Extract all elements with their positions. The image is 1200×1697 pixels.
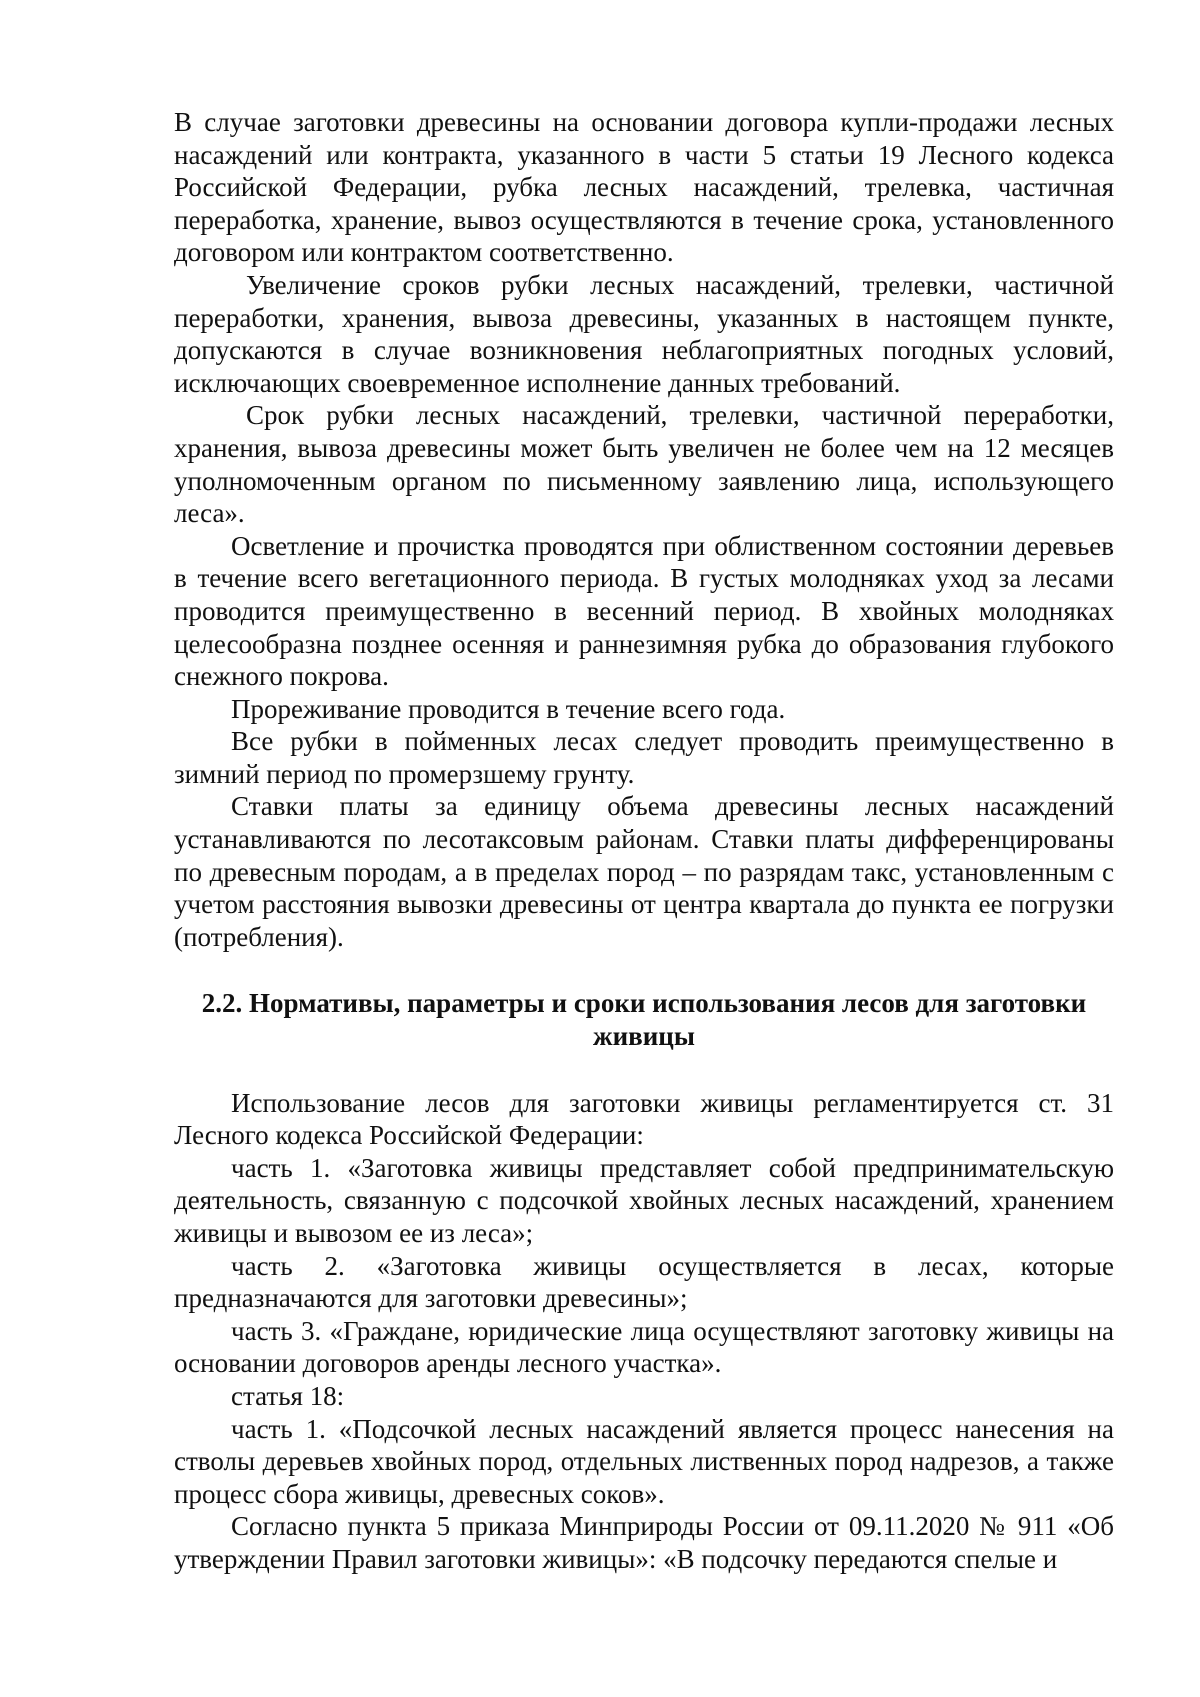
- paragraph-part-1: часть 1. «Заготовка живицы представляет собой предпринимательскую деятельность, связанную с подсочкой хвойных лесных насаждений, хранением живицы и вывозом ее из леса»;: [174, 1152, 1114, 1248]
- paragraph-thinning-cleaning: Осветление и прочистка проводятся при облиственном состоянии деревьев в течение всего вегетационного периода. В густых молодняках уход за лесами проводится преимущественно в весенний период. В хвойных молодняках целесообразна позднее осенняя и раннезимняя рубка до образования глубокого снежного покрова.: [174, 530, 1114, 692]
- paragraph-order-911: Согласно пункта 5 приказа Минприроды России от 09.11.2020 № 911 «Об утверждении Правил заготовки живицы»: «В подсочку передаются спелые и: [174, 1511, 1114, 1574]
- section-heading: 2.2. Нормативы, параметры и сроки использования лесов для заготовки живицы: [201, 988, 1087, 1052]
- paragraph-payment-rates: Ставки платы за единицу объема древесины лесных насаждений устанавливаются по лесотаксовым районам. Ставки платы дифференцированы по древесным породам, а в пределах пород – по разрядам такс, установленным с учетом расстояния вывозки древесины от центра квартала до пункта ее погрузки (потребления).: [174, 791, 1114, 952]
- paragraph-thinning-year: Прореживание проводится в течение всего года.: [231, 693, 786, 724]
- paragraph-part-2: часть 2. «Заготовка живицы осуществляется в лесах, которые предназначаются для заготовки древесины»;: [174, 1250, 1114, 1314]
- paragraph-article-18: статья 18:: [231, 1380, 345, 1411]
- paragraph-term-increase: Увеличение сроков рубки лесных насаждений, трелевки, частичной переработки, хранения, вывоза древесины, указанных в настоящем пункте, допускаются в случае возникновения неблагоприятных погодных условий, исключающих своевременное исполнение данных требований.: [174, 269, 1114, 398]
- paragraph-part-3: часть 3. «Граждане, юридические лица осуществляют заготовку живицы на основании договоров аренды лесного участка».: [174, 1315, 1114, 1379]
- paragraph-timber-harvest-terms: В случае заготовки древесины на основании договора купли-продажи лесных насаждений или контракта, указанного в части 5 статьи 19 Лесного кодекса Российской Федерации, рубка лесных насаждений, трелевка, частичная переработка, хранение, вывоз осуществляются в течение срока, установленного договором или контрактом соответственно.: [174, 107, 1114, 268]
- paragraph-term-extension: Срок рубки лесных насаждений, трелевки, частичной переработки, хранения, вывоза древесины может быть увеличен не более чем на 12 месяцев уполномоченным органом по письменному заявлению лица, использующего леса».: [174, 400, 1114, 529]
- document-page: [174, 106, 1114, 1576]
- paragraph-floodplain-felling: Все рубки в пойменных лесах следует проводить преимущественно в зимний период по промерзшему грунту.: [174, 726, 1114, 789]
- paragraph-resin-regulation: Использование лесов для заготовки живицы регламентируется ст. 31 Лесного кодекса Российской Федерации:: [174, 1087, 1114, 1151]
- paragraph-tapping-definition: часть 1. «Подсочкой лесных насаждений является процесс нанесения на стволы деревьев хвойных пород, отдельных лиственных пород надрезов, а также процесс сбора живицы, древесных соков».: [174, 1413, 1114, 1509]
